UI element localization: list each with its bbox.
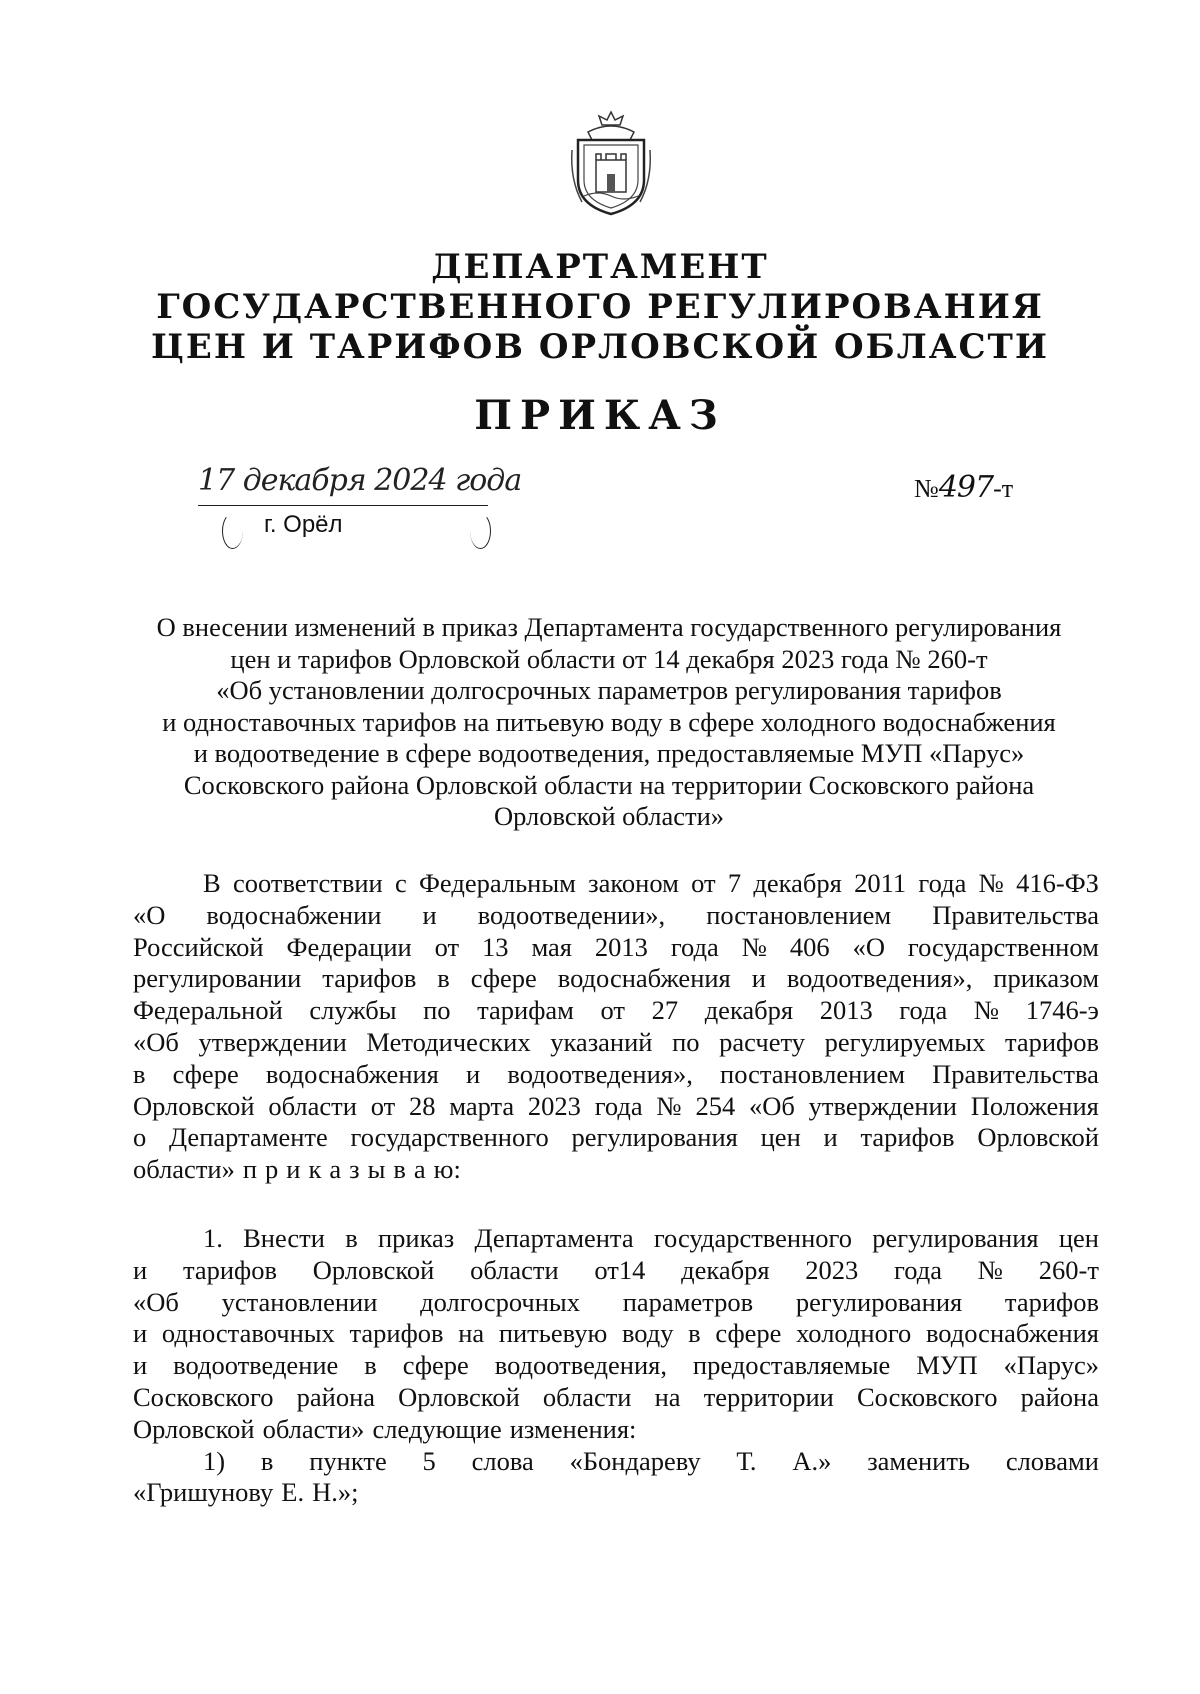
word: а (413, 1154, 426, 1185)
word: Правительства (932, 899, 1099, 930)
word: к (308, 1154, 322, 1185)
handwritten-date: 17 декабря 2024 года (198, 463, 522, 498)
text-line (133, 1350, 1099, 1382)
word: государственного (350, 1122, 549, 1153)
word: ы (367, 1154, 386, 1185)
word: территории (703, 1381, 834, 1412)
word: сфере (715, 1318, 782, 1349)
word: утверждении (808, 1090, 957, 1121)
word: № (973, 995, 1000, 1026)
word: утверждении (198, 1026, 347, 1057)
word: воду (621, 1318, 674, 1349)
word: сфере (470, 963, 537, 994)
subject-line: и водоотведение в сфере водоотведения, предоставляемые МУП «Парус» (193, 738, 1025, 768)
text-line (133, 1223, 1099, 1255)
word: тарифов (1004, 1286, 1099, 1317)
word: расчету (719, 1026, 805, 1057)
word: мая (531, 931, 572, 962)
word: 2013 (594, 931, 648, 962)
word: Орловской (133, 1413, 255, 1444)
word: 7 (727, 868, 742, 898)
word: питьевую (498, 1318, 608, 1349)
order-number (914, 470, 1013, 505)
word: Положения (970, 1090, 1099, 1121)
word: и (751, 963, 766, 994)
clause-paragraph (133, 1223, 1099, 1509)
word: Орловской (398, 1381, 520, 1412)
word: 416-ФЗ (1016, 868, 1099, 898)
word: Н.»; (312, 1477, 359, 1508)
word: «Об (133, 1286, 179, 1317)
word: в (345, 1223, 358, 1253)
subject-line: «Об установлении долгосрочных параметров регулирования тарифов (216, 675, 1002, 705)
word: «Бондареву (569, 1445, 701, 1476)
right-bracket-mark (470, 513, 491, 549)
word: словами (1005, 1445, 1099, 1476)
word: и (133, 1350, 148, 1381)
text-line (133, 1154, 1099, 1186)
word: года (894, 1254, 942, 1285)
word: МУП (916, 1350, 978, 1381)
word: сфере (402, 1350, 469, 1381)
word: заменить (867, 1445, 970, 1476)
word: долгосрочных (420, 1286, 580, 1317)
word: «Гришунову (133, 1477, 274, 1508)
word: Федеральной (133, 995, 283, 1026)
word: на (458, 1318, 485, 1349)
word: и (422, 899, 437, 930)
left-bracket-mark (222, 513, 243, 549)
word: по (423, 995, 451, 1026)
text-line (133, 1446, 1099, 1478)
word: регулирования (872, 1223, 1039, 1253)
word: 2011 (854, 868, 907, 898)
word: 1) (203, 1445, 226, 1476)
word: А.» (792, 1445, 832, 1476)
number-suffix: -т (993, 474, 1014, 503)
word: установлении (221, 1286, 378, 1317)
word: Правительства (932, 1058, 1099, 1089)
word: года (899, 995, 948, 1026)
word: Орловской (977, 1122, 1099, 1153)
word: Российской (133, 931, 264, 962)
order-title: ПРИКАЗ (474, 392, 726, 439)
word: цен (760, 1122, 801, 1153)
word: 1746-э (1025, 995, 1099, 1026)
word: В (203, 868, 221, 898)
word: в (688, 1318, 701, 1349)
text-line (133, 1318, 1099, 1350)
word: Е. (281, 1477, 305, 1508)
word: в (364, 1350, 377, 1381)
word: и (286, 1154, 301, 1185)
subject-line: О внесении изменений в приказ Департамента государственного регулирования (156, 612, 1062, 642)
word: ю: (433, 1154, 461, 1185)
word: Орловской (312, 1254, 435, 1285)
word: декабря (681, 1254, 770, 1285)
word: Департаменте (169, 1122, 328, 1153)
word: сфере (172, 1058, 239, 1089)
header-line-3: ЦЕН И ТАРИФОВ ОРЛОВСКОЙ ОБЛАСТИ (151, 327, 1049, 367)
word: 2023 (527, 1090, 581, 1121)
word: Сосковского (133, 1381, 274, 1412)
word: № (741, 931, 767, 962)
word: постановлением (720, 1058, 906, 1089)
subject-line: Сосковского района Орловской области на территории Сосковского района (183, 769, 1035, 800)
word: и (823, 1122, 838, 1153)
word: 2013 (819, 995, 873, 1026)
text-line (133, 1122, 1099, 1154)
word: о (133, 1122, 147, 1153)
word: следующие (372, 1413, 502, 1444)
word: на (654, 1381, 681, 1412)
word: 254 (695, 1090, 736, 1121)
word: водоотведении», (477, 899, 666, 930)
word: указаний (550, 1026, 653, 1057)
word: в (437, 963, 450, 994)
word: водоотведения», (786, 963, 973, 994)
word: приказом (993, 963, 1099, 994)
word: а (329, 1154, 342, 1185)
word: 28 (408, 1090, 436, 1121)
word: № (977, 1254, 1004, 1285)
word: соответствии (232, 868, 383, 898)
word: области (268, 1090, 357, 1121)
word: регулирования (795, 1286, 963, 1317)
word: с (394, 868, 407, 898)
word: параметров (622, 1286, 754, 1317)
word: изменения: (509, 1413, 637, 1444)
word: государственного (653, 1223, 852, 1253)
word: «О (852, 931, 885, 962)
word: тарифов (322, 963, 417, 994)
coat-of-arms-emblem (568, 110, 654, 218)
word: приказ (377, 1223, 455, 1253)
text-line (133, 995, 1099, 1027)
word: водоснабжении (206, 899, 382, 930)
word: тарифов (182, 1254, 277, 1285)
city-label: г. Орёл (264, 511, 343, 538)
text-line (133, 1477, 1099, 1509)
word: государственном (907, 931, 1099, 962)
text-line (133, 963, 1099, 995)
word: года (918, 868, 967, 898)
word: водоснабжения (265, 1058, 439, 1089)
word: тарифам (477, 995, 574, 1026)
word: р (265, 1154, 279, 1185)
word: з (349, 1154, 360, 1185)
word: от (434, 931, 460, 962)
word: № (978, 868, 1004, 898)
date-block (198, 463, 522, 543)
handwritten-number: 497 (938, 470, 994, 505)
subject-line: Орловской области» (493, 801, 725, 831)
order-subject (120, 612, 1098, 833)
text-line (133, 900, 1099, 932)
word: № (656, 1090, 682, 1121)
department-header (0, 247, 1200, 367)
word: года (670, 931, 719, 962)
word: области (470, 1254, 559, 1285)
number-prefix: № (914, 474, 939, 503)
text-line (133, 1091, 1099, 1123)
word: от (600, 995, 626, 1026)
preamble-paragraph (133, 868, 1099, 1186)
word: в (393, 1154, 406, 1185)
word: 13 (482, 931, 509, 962)
word: 27 (651, 995, 679, 1026)
word: одноставочных (161, 1318, 335, 1349)
word: «Парус» (1003, 1350, 1099, 1381)
word: и (133, 1318, 148, 1349)
text-line (133, 1287, 1099, 1319)
word: по (672, 1026, 700, 1057)
subject-line: и одноставочных тарифов на питьевую воду в сфере холодного водоснабжения (162, 706, 1056, 737)
word: района (1020, 1381, 1099, 1412)
word: в (260, 1445, 274, 1476)
word: Сосковского (856, 1381, 998, 1412)
word: слова (471, 1445, 534, 1476)
word: Федерации (286, 931, 412, 962)
word: и (466, 1058, 481, 1089)
word: водоснабжения (925, 1318, 1099, 1349)
word: Федеральным (419, 868, 576, 898)
word: «Об (748, 1090, 795, 1121)
text-line (133, 1255, 1099, 1287)
word: водоотведение (173, 1350, 339, 1381)
word: «Об (133, 1026, 179, 1057)
word: Т. (736, 1445, 757, 1476)
word: холодного (796, 1318, 912, 1349)
text-line (133, 932, 1099, 964)
word: службы (309, 995, 397, 1026)
word: законом (588, 868, 679, 898)
word: области (542, 1381, 632, 1412)
word: от (370, 1090, 396, 1121)
word: 406 (789, 931, 830, 962)
word: Внести (243, 1223, 325, 1253)
word: тарифов (349, 1318, 444, 1349)
word: 260-т (1038, 1254, 1099, 1285)
word: в (133, 1058, 146, 1089)
subject-line: цен и тарифов Орловской области от 14 декабря 2023 года № 260-т (230, 643, 988, 674)
word: Методических (366, 1026, 531, 1057)
word: Департамента (474, 1223, 634, 1253)
word: декабря (753, 868, 842, 898)
text-line (133, 1414, 1099, 1446)
word: пункте (309, 1445, 387, 1476)
text-line (133, 1059, 1099, 1091)
text-line (133, 1382, 1099, 1414)
word: регулируемых (824, 1026, 986, 1057)
word: цен (1058, 1223, 1099, 1253)
word: регулировании (133, 963, 302, 994)
date-underline (198, 505, 488, 506)
header-line-2: ГОСУДАРСТВЕННОГО РЕГУЛИРОВАНИЯ (156, 287, 1044, 327)
word: от (691, 868, 716, 898)
word: района (296, 1381, 376, 1412)
word: 2023 (805, 1254, 859, 1285)
word: водоснабжения (557, 963, 731, 994)
word: водоотведения», (507, 1058, 693, 1089)
word: от14 (594, 1254, 646, 1285)
word: области» (133, 1154, 235, 1185)
word: «О (133, 899, 166, 930)
text-line (133, 868, 1099, 900)
word: марта (449, 1090, 515, 1121)
text-line (133, 1027, 1099, 1059)
word: водоотведения, (494, 1350, 667, 1381)
word: постановлением (706, 899, 892, 930)
word: регулирования (571, 1122, 738, 1153)
word: тарифов (860, 1122, 955, 1153)
header-line-1: ДЕПАРТАМЕНТ (431, 247, 769, 287)
word: и (133, 1254, 148, 1285)
word: п (242, 1154, 258, 1185)
word: области» (262, 1413, 365, 1444)
word: декабря (704, 995, 794, 1026)
word: тарифов (1004, 1026, 1099, 1057)
word: года (594, 1090, 643, 1121)
word: 1. (203, 1223, 223, 1253)
word: Орловской (133, 1090, 255, 1121)
word: предоставляемые (692, 1350, 891, 1381)
word: 5 (422, 1445, 436, 1476)
